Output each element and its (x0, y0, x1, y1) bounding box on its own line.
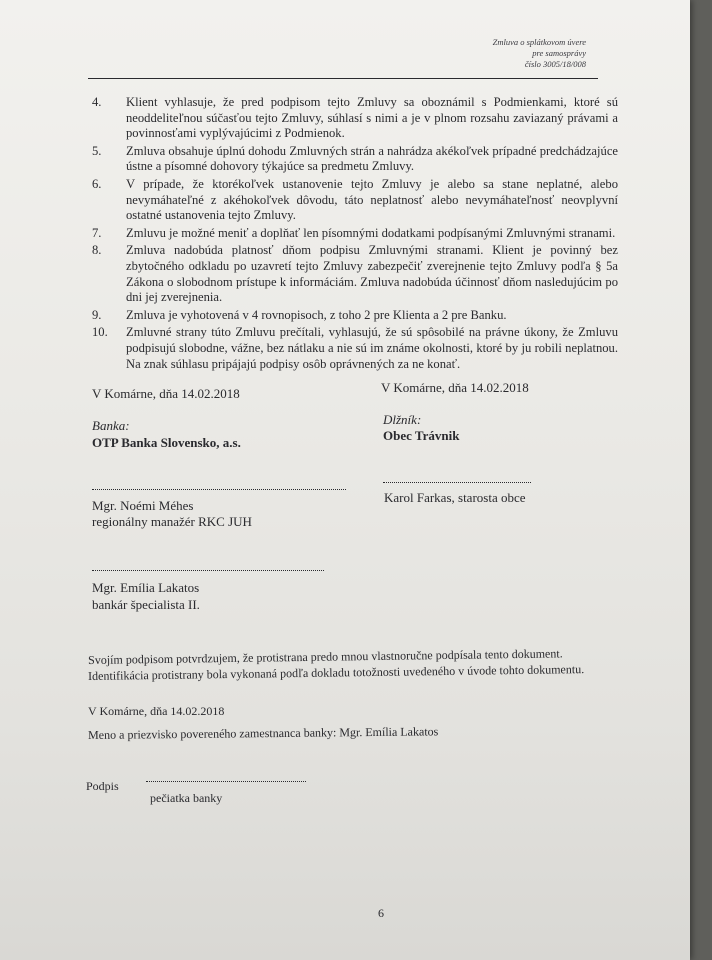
bank-stamp-label: pečiatka banky (150, 791, 223, 805)
debtor-signer: Karol Farkas, starosta obce (384, 490, 526, 505)
bank-signature-line-2 (92, 570, 324, 571)
debtor-place-date: V Komárne, dňa 14.02.2018 (381, 380, 529, 395)
confirmation-line-1: Svojím podpisom potvrdzujem, že protistrana predo mnou vlastnoručne podpísala tento dokument. (88, 646, 563, 667)
confirmation-line-2: Identifikácia protistrany bola vykonaná podľa dokladu totožnosti uvedeného v úvode tohto dokumentu. (88, 662, 585, 683)
debtor-role-label: Dlžník: (383, 412, 422, 427)
clause-text: Zmluvu je možné meniť a doplňať len písomnými dodatkami podpísanými Zmluvnými stranami. (126, 225, 616, 240)
clause-text: Zmluva nadobúda platnosť dňom podpisu Zmluvnými stranami. Klient je povinný bez zbytočného odkladu po uzavretí tejto Zmluvy zabezpečiť zverejnenie tejto Zmluvy podľa § 5a Zákona o slobodnom prístupe k informáciám. Zmluva nadobúda účinnosť dňom nasledujúcim po dni jej zverejnenia. (126, 243, 618, 305)
clause-text: Zmluva je vyhotovená v 4 rovnopisoch, z toho 2 pre Klienta a 2 pre Banku. (126, 307, 507, 322)
debtor-signature-line (383, 482, 531, 483)
document-header (493, 37, 586, 70)
bank-signer-1-name: Mgr. Noémi Méhes (92, 498, 194, 513)
clause-item (92, 144, 618, 175)
clause-item (92, 308, 618, 324)
employee-signature-line (146, 781, 306, 782)
clause-number: 4. (92, 95, 102, 109)
bank-signer-2-title: bankár špecialista II. (92, 597, 200, 612)
clause-text: Zmluva obsahuje úplnú dohodu Zmluvných strán a nahrádza akékoľvek prípadné predchádzajúce ústne a písomné dohovory týkajúce sa predmetu Zmluvy. (126, 143, 618, 174)
bank-role-label: Banka: (92, 418, 130, 433)
bank-employee-name: Meno a priezvisko povereného zamestnanca banky: Mgr. Emília Lakatos (88, 724, 439, 742)
clause-text: Klient vyhlasuje, že pred podpisom tejto Zmluvy sa oboznámil s Podmienkami, ktoré sú neoddeliteľnou súčasťou tejto Zmluvy, súhlasí s nimi a je v plnom rozsahu zaviazaný právami a povinnosťami vyplývajúcimi z Podmienok. (126, 95, 618, 141)
clause-number: 8. (92, 243, 102, 258)
clause-item (92, 325, 618, 372)
clause-number: 7. (92, 225, 102, 240)
clause-text: Zmluvné strany túto Zmluvu prečítali, vyhlasujú, že sú spôsobilé na právne úkony, že Zmluvu podpisujú slobodne, vážne, bez nátlaku a nie sú im známe okolnosti, ktoré by ju robili neplatnou. Na znak súhlasu pripájajú podpisy osôb oprávnených za ne konať. (126, 325, 618, 371)
bank-name: OTP Banka Slovensko, a.s. (92, 435, 241, 450)
clause-number: 10. (92, 325, 108, 340)
confirmation-place-date: V Komárne, dňa 14.02.2018 (88, 704, 225, 718)
clause-number: 6. (92, 176, 102, 191)
clause-item (92, 243, 618, 305)
clause-list (92, 95, 618, 374)
clause-text: V prípade, že ktorékoľvek ustanovenie tejto Zmluvy je alebo sa stane neplatné, alebo nevymáhateľné z akéhokoľvek dôvodu, táto neplatnosť alebo nevymáhateľnosť neovplyvní ostatné ustanovenia tejto Zmluvy. (126, 176, 618, 223)
bank-signer-2-name: Mgr. Emília Lakatos (92, 580, 200, 595)
page-number: 6 (378, 906, 384, 920)
header-line-1: Zmluva o splátkovom úvere (492, 37, 586, 47)
bank-place-date: V Komárne, dňa 14.02.2018 (92, 386, 240, 401)
bank-signature-line-1 (92, 489, 346, 490)
clause-item (92, 226, 618, 242)
bank-signer-1-title: regionálny manažér RKC JUH (92, 514, 252, 529)
header-divider (88, 78, 598, 79)
header-line-3: číslo 3005/18/008 (524, 59, 586, 69)
clause-item (92, 177, 618, 224)
clause-number: 9. (92, 307, 102, 322)
clause-item (92, 95, 618, 142)
signature-label: Podpis (86, 779, 119, 793)
debtor-name: Obec Trávnik (383, 428, 460, 443)
header-line-2: pre samosprávy (532, 48, 586, 58)
clause-number: 5. (92, 143, 102, 158)
